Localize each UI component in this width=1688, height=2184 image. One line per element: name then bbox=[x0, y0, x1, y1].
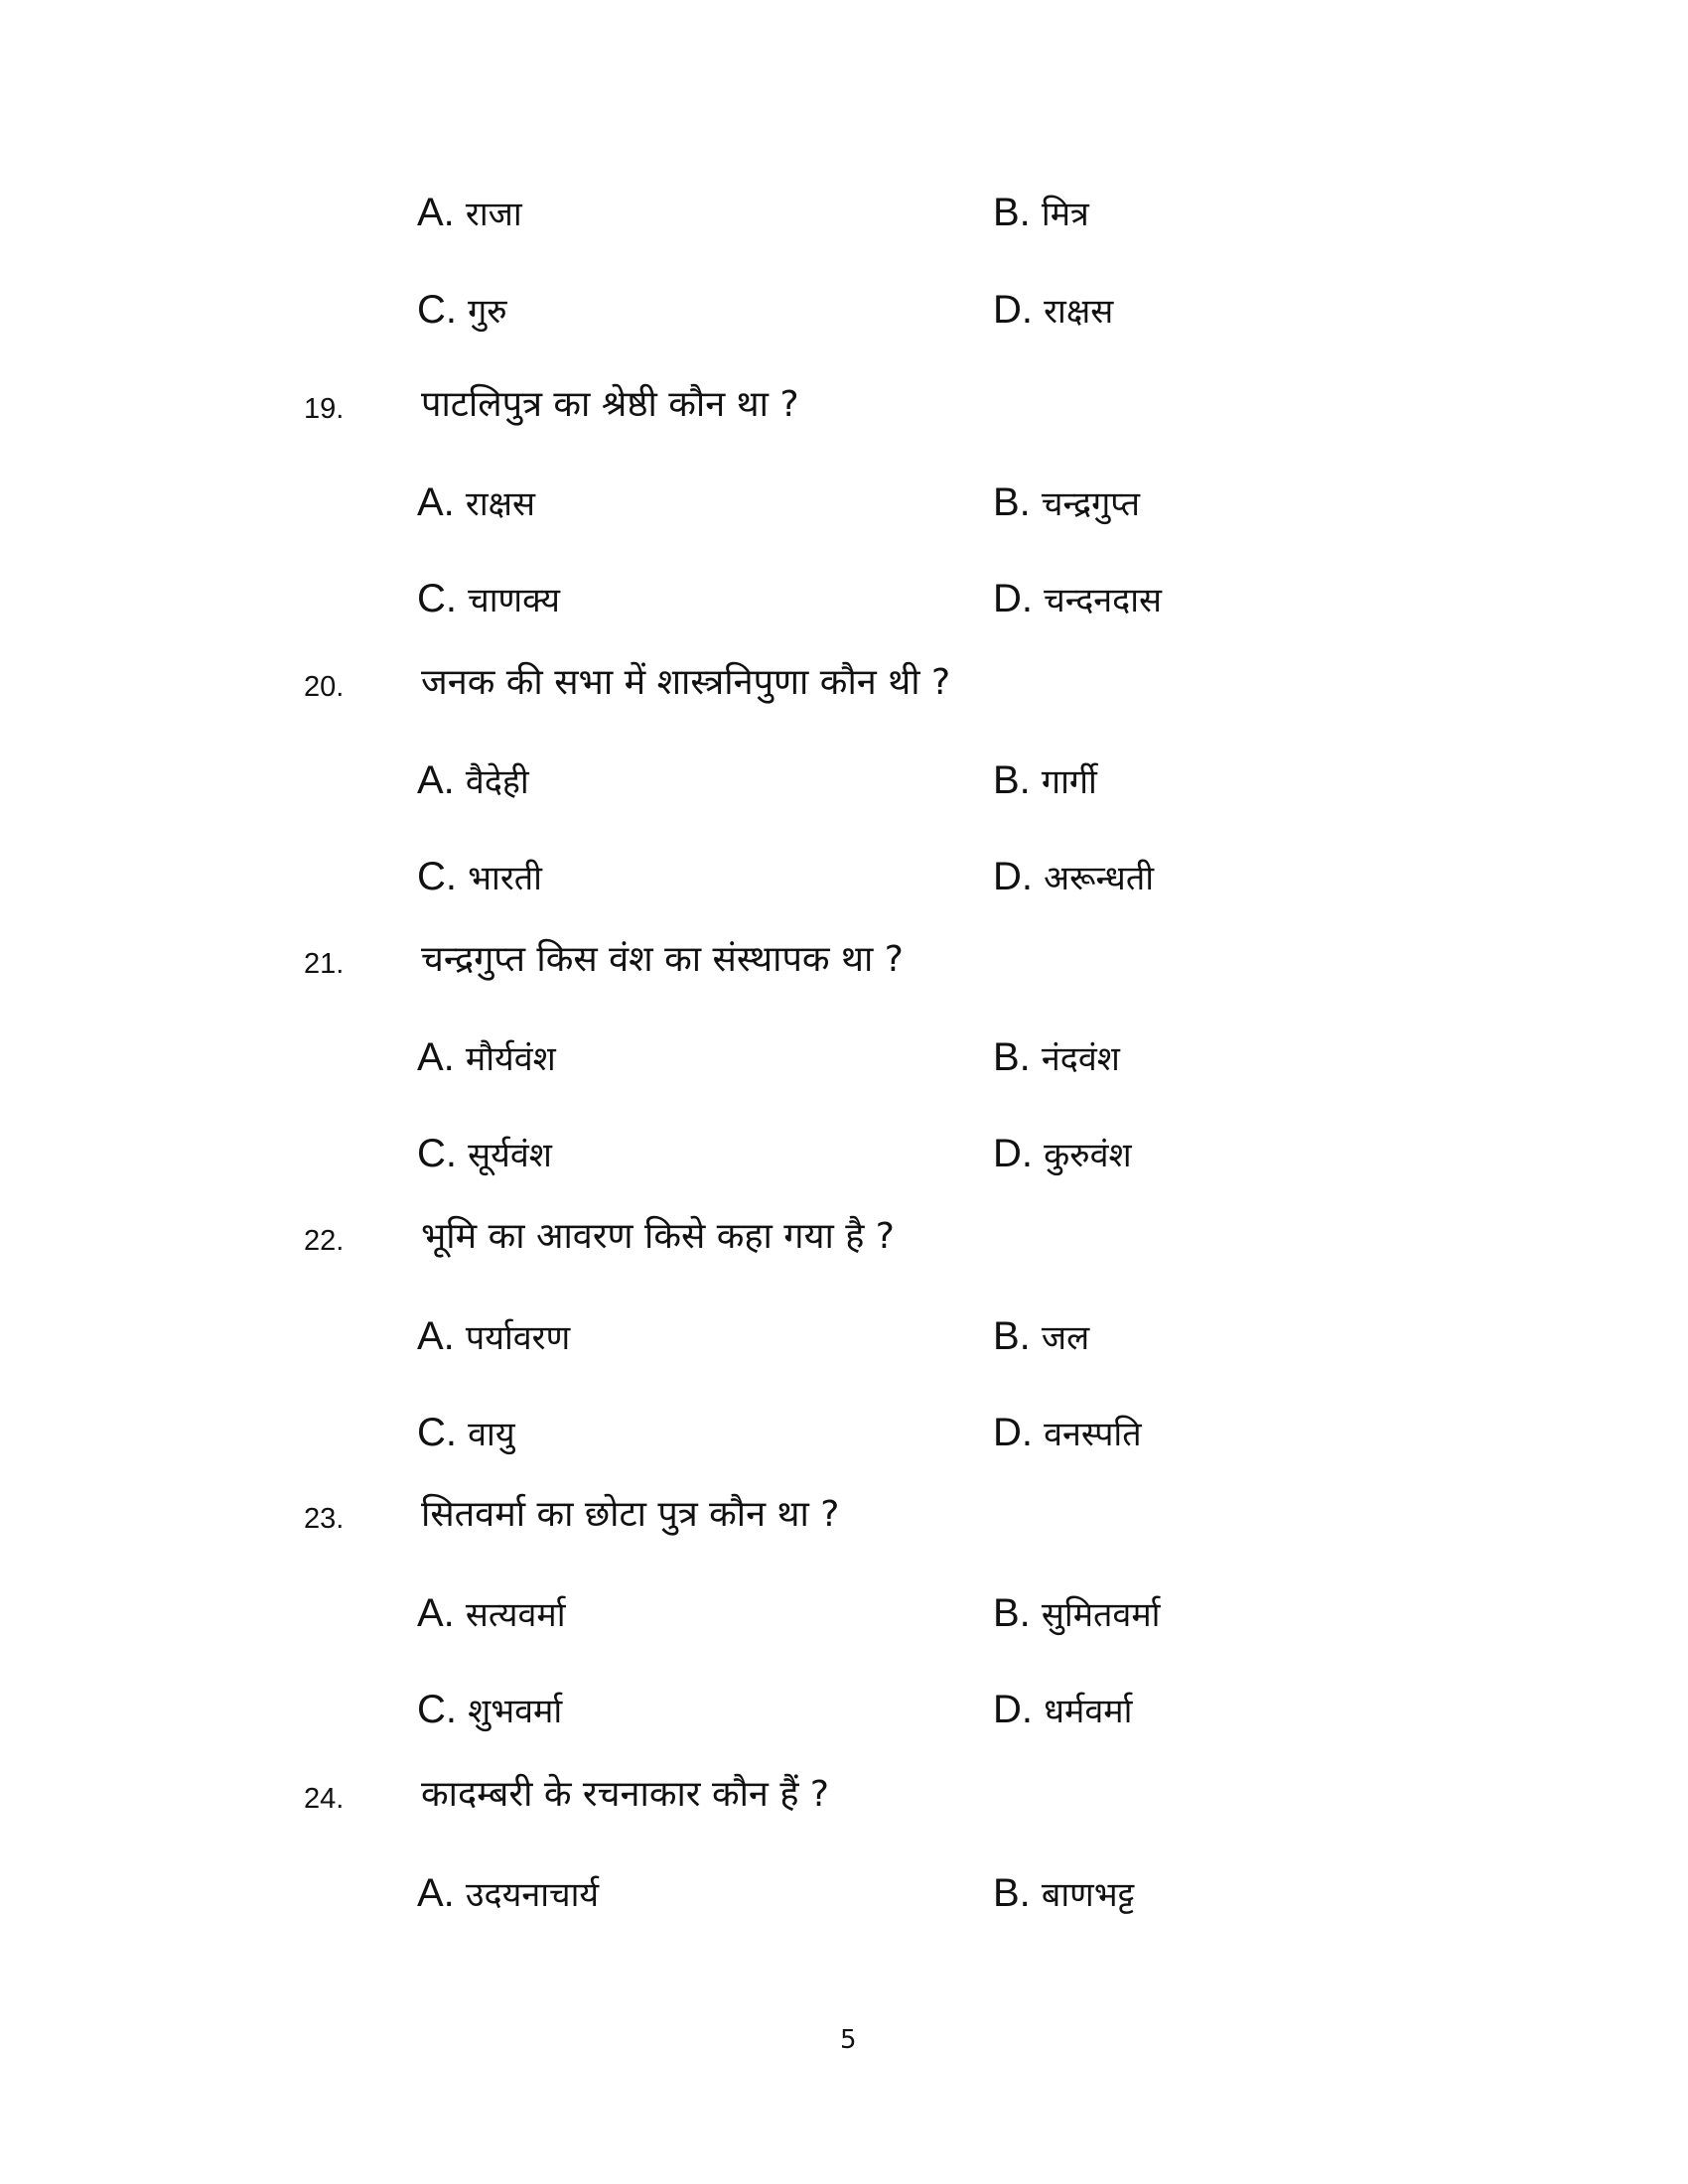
question-number: 23. bbox=[304, 1503, 345, 1535]
q19-option-a: A. राक्षस bbox=[417, 480, 535, 524]
q20-options-row-ab bbox=[0, 756, 1688, 816]
q19-option-d: D. चन्दनदास bbox=[993, 577, 1162, 620]
q18-option-a: A. राजा bbox=[417, 191, 522, 234]
page-number: 5 bbox=[840, 2025, 857, 2055]
question-number: 24. bbox=[304, 1783, 345, 1815]
q21-option-a: A. मौर्यवंश bbox=[417, 1035, 556, 1079]
q24-option-b: B. बाणभट्ट bbox=[993, 1871, 1135, 1915]
q19-options-row-ab bbox=[0, 478, 1688, 538]
question-number: 20. bbox=[304, 671, 345, 703]
question-number: 21. bbox=[304, 948, 345, 980]
question-text: पाटलिपुत्र का श्रेष्ठी कौन था ? bbox=[421, 384, 799, 425]
q19-option-b: B. चन्द्रगुप्त bbox=[993, 480, 1141, 524]
question-text: चन्द्रगुप्त किस वंश का संस्थापक था ? bbox=[421, 939, 904, 980]
question-text: सितवर्मा का छोटा पुत्र कौन था ? bbox=[421, 1494, 840, 1535]
q23-options-row-ab bbox=[0, 1589, 1688, 1649]
question-text: भूमि का आवरण किसे कहा गया है ? bbox=[421, 1216, 895, 1257]
question-text: कादम्बरी के रचनाकार कौन हैं ? bbox=[421, 1774, 830, 1815]
q22-option-c: C. वायु bbox=[417, 1411, 515, 1454]
q22-option-b: B. जल bbox=[993, 1314, 1090, 1358]
q23-option-d: D. धर्मवर्मा bbox=[993, 1688, 1133, 1731]
q23-option-b: B. सुमितवर्मा bbox=[993, 1591, 1161, 1635]
question-number: 19. bbox=[304, 393, 345, 425]
q20-options-row-cd bbox=[0, 853, 1688, 912]
q18-option-d: D. राक्षस bbox=[993, 288, 1114, 332]
q19-options-row-cd bbox=[0, 575, 1688, 634]
question-22 bbox=[0, 1213, 1688, 1273]
q22-option-d: D. वनस्पति bbox=[993, 1411, 1142, 1454]
question-23 bbox=[0, 1491, 1688, 1551]
q18-option-b: B. मित्र bbox=[993, 191, 1089, 234]
q18-options-row-cd bbox=[0, 286, 1688, 345]
question-number: 22. bbox=[304, 1225, 345, 1257]
q21-option-c: C. सूर्यवंश bbox=[417, 1132, 552, 1175]
q23-option-a: A. सत्यवर्मा bbox=[417, 1591, 566, 1635]
q21-options-row-cd bbox=[0, 1130, 1688, 1189]
q23-option-c: C. शुभवर्मा bbox=[417, 1688, 563, 1731]
q21-option-b: B. नंदवंश bbox=[993, 1035, 1120, 1079]
q20-option-a: A. वैदेही bbox=[417, 758, 529, 802]
q24-options-row-ab bbox=[0, 1869, 1688, 1929]
q18-options-row-ab bbox=[0, 189, 1688, 248]
q18-option-c: C. गुरु bbox=[417, 288, 507, 332]
q24-option-a: A. उदयनाचार्य bbox=[417, 1871, 600, 1915]
q21-option-d: D. कुरुवंश bbox=[993, 1132, 1132, 1175]
question-19 bbox=[0, 381, 1688, 441]
q23-options-row-cd bbox=[0, 1686, 1688, 1745]
q20-option-d: D. अरून्धती bbox=[993, 855, 1155, 898]
q19-option-c: C. चाणक्य bbox=[417, 577, 561, 620]
q22-options-row-ab bbox=[0, 1312, 1688, 1372]
q21-options-row-ab bbox=[0, 1033, 1688, 1093]
question-20 bbox=[0, 659, 1688, 719]
q20-option-c: C. भारती bbox=[417, 855, 542, 898]
question-24 bbox=[0, 1771, 1688, 1831]
q22-option-a: A. पर्यावरण bbox=[417, 1314, 571, 1358]
question-21 bbox=[0, 936, 1688, 996]
question-text: जनक की सभा में शास्त्रनिपुणा कौन थी ? bbox=[421, 662, 951, 703]
q22-options-row-cd bbox=[0, 1409, 1688, 1468]
q20-option-b: B. गार्गी bbox=[993, 758, 1097, 802]
